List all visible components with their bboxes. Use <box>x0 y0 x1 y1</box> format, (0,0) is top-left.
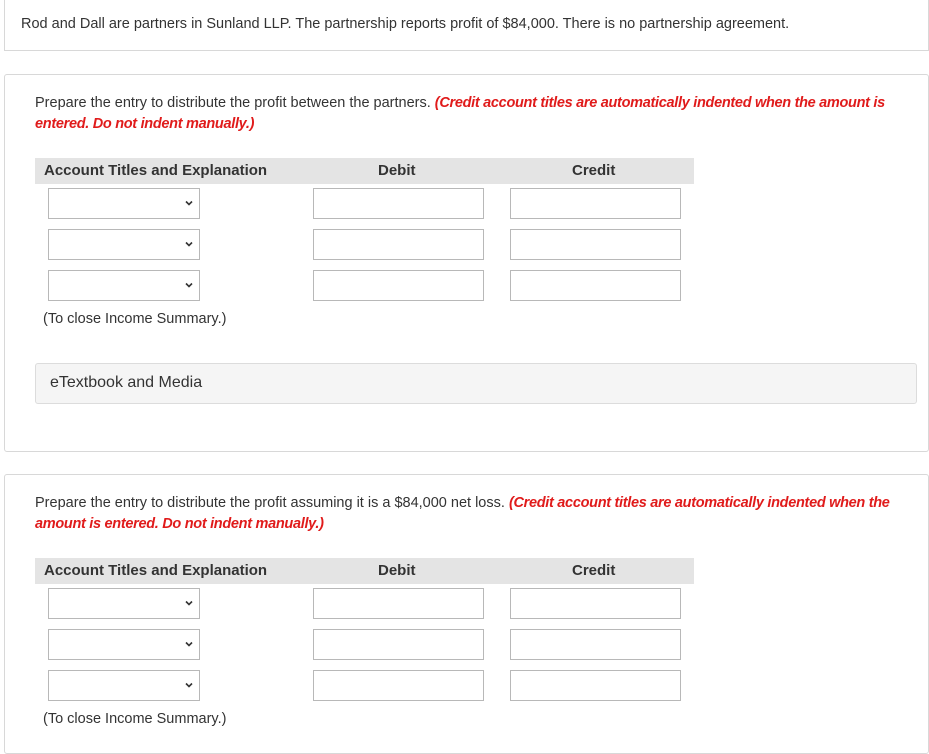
credit-input[interactable] <box>510 670 681 701</box>
journal-row <box>5 588 705 621</box>
account-title-select[interactable] <box>48 229 200 260</box>
journal-row <box>5 188 705 221</box>
credit-input[interactable] <box>510 588 681 619</box>
part-2-indent-note: (Credit account titles are automatically indented when the amount is entered. Do not indent manually.) <box>35 495 890 532</box>
problem-statement-box <box>4 0 929 51</box>
debit-input[interactable] <box>313 588 484 619</box>
debit-input[interactable] <box>313 670 484 701</box>
part-2-table-header <box>35 558 694 584</box>
part-1-instruction <box>35 93 915 135</box>
part-1-indent-note: (Credit account titles are automatically indented when the amount is entered. Do not indent manually.) <box>35 95 885 132</box>
chevron-down-icon <box>184 680 194 690</box>
account-title-select[interactable] <box>48 588 200 619</box>
column-header-account: Account Titles and Explanation <box>44 162 268 179</box>
account-title-select[interactable] <box>48 629 200 660</box>
chevron-down-icon <box>184 239 194 249</box>
journal-entry-part-1 <box>4 74 929 452</box>
credit-input[interactable] <box>510 188 681 219</box>
account-title-select[interactable] <box>48 188 200 219</box>
chevron-down-icon <box>184 280 194 290</box>
etextbook-media-label: eTextbook and Media <box>50 374 203 391</box>
part-2-instruction-text: Prepare the entry to distribute the profit assuming it is a $84,000 net loss. <box>35 495 505 511</box>
etextbook-media-button[interactable] <box>35 363 917 404</box>
debit-input[interactable] <box>313 229 484 260</box>
part-1-instruction-text: Prepare the entry to distribute the profit between the partners. <box>35 95 431 111</box>
credit-input[interactable] <box>510 629 681 660</box>
column-header-credit: Credit <box>572 562 616 579</box>
debit-input[interactable] <box>313 270 484 301</box>
part-1-closing-note: (To close Income Summary.) <box>43 311 227 327</box>
account-title-select[interactable] <box>48 270 200 301</box>
debit-input[interactable] <box>313 629 484 660</box>
column-header-debit: Debit <box>378 562 416 579</box>
account-title-select[interactable] <box>48 670 200 701</box>
journal-row <box>5 229 705 262</box>
part-2-instruction <box>35 493 915 535</box>
column-header-account: Account Titles and Explanation <box>44 562 268 579</box>
debit-input[interactable] <box>313 188 484 219</box>
problem-statement: Rod and Dall are partners in Sunland LLP. The partnership reports profit of $84,000. There is no partnership agreement. <box>21 16 790 32</box>
journal-row <box>5 670 705 703</box>
credit-input[interactable] <box>510 270 681 301</box>
part-1-table-header <box>35 158 694 184</box>
credit-input[interactable] <box>510 229 681 260</box>
chevron-down-icon <box>184 639 194 649</box>
column-header-debit: Debit <box>378 162 416 179</box>
journal-entry-part-2 <box>4 474 929 754</box>
journal-row <box>5 270 705 303</box>
chevron-down-icon <box>184 598 194 608</box>
part-2-closing-note: (To close Income Summary.) <box>43 711 227 727</box>
journal-row <box>5 629 705 662</box>
chevron-down-icon <box>184 198 194 208</box>
column-header-credit: Credit <box>572 162 616 179</box>
